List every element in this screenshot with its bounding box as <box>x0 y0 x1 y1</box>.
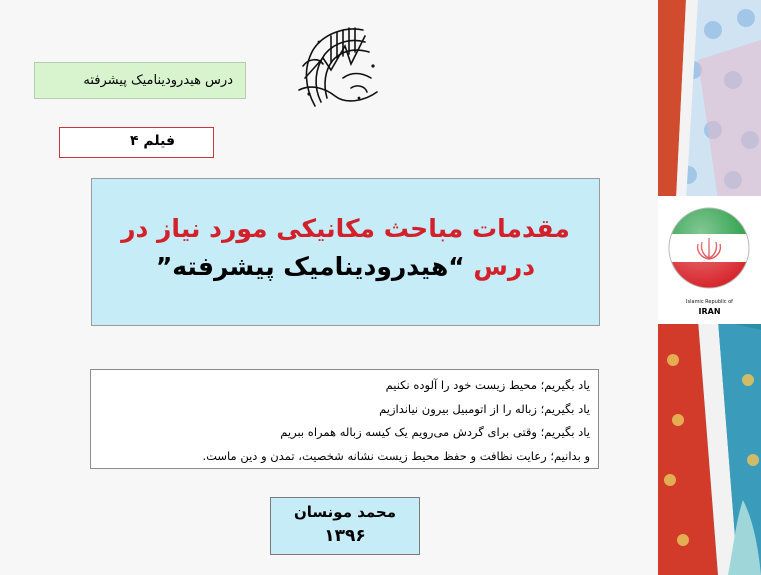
author-box <box>270 497 420 555</box>
course-label-text: درس هیدرودینامیک پیشرفته <box>83 73 233 88</box>
author-year: ۱۳۹۶ <box>324 526 366 546</box>
flag-caption: Islamic Republic of <box>686 299 733 305</box>
film-label-text: فیلم ۴ <box>130 133 175 149</box>
film-label <box>59 127 214 158</box>
course-label <box>34 62 246 99</box>
title-line-2-prefix: درس <box>464 252 536 281</box>
title-line-2 <box>92 249 599 285</box>
bismillah-calligraphy <box>285 18 391 114</box>
flag-country: IRAN <box>698 307 721 316</box>
title-box <box>91 178 600 326</box>
note-line-3: یاد بگیریم؛ وقتی برای گردش می‌رویم یک کیسه زباله همراه ببریم <box>280 425 590 439</box>
title-line-1: مقدمات مباحث مکانیکی مورد نیاز در <box>121 214 570 243</box>
iran-flag-panel <box>658 196 761 324</box>
author-name: محمد مونسان <box>293 503 397 521</box>
notes-box <box>90 369 599 469</box>
note-line-4: و بدانیم؛ رعایت نظافت و حفظ محیط زیست نشانه شخصیت، تمدن و دین ماست. <box>202 448 590 463</box>
title-line-2-quoted: “هیدرودینامیک پیشرفته” <box>155 252 465 281</box>
note-line-1: یاد بگیریم؛ محیط زیست خود را آلوده نکنیم <box>385 378 590 392</box>
iran-flag-icon <box>658 196 761 300</box>
note-line-2: یاد بگیریم؛ زباله را از اتومبیل بیرون نیاندازیم <box>379 401 590 416</box>
